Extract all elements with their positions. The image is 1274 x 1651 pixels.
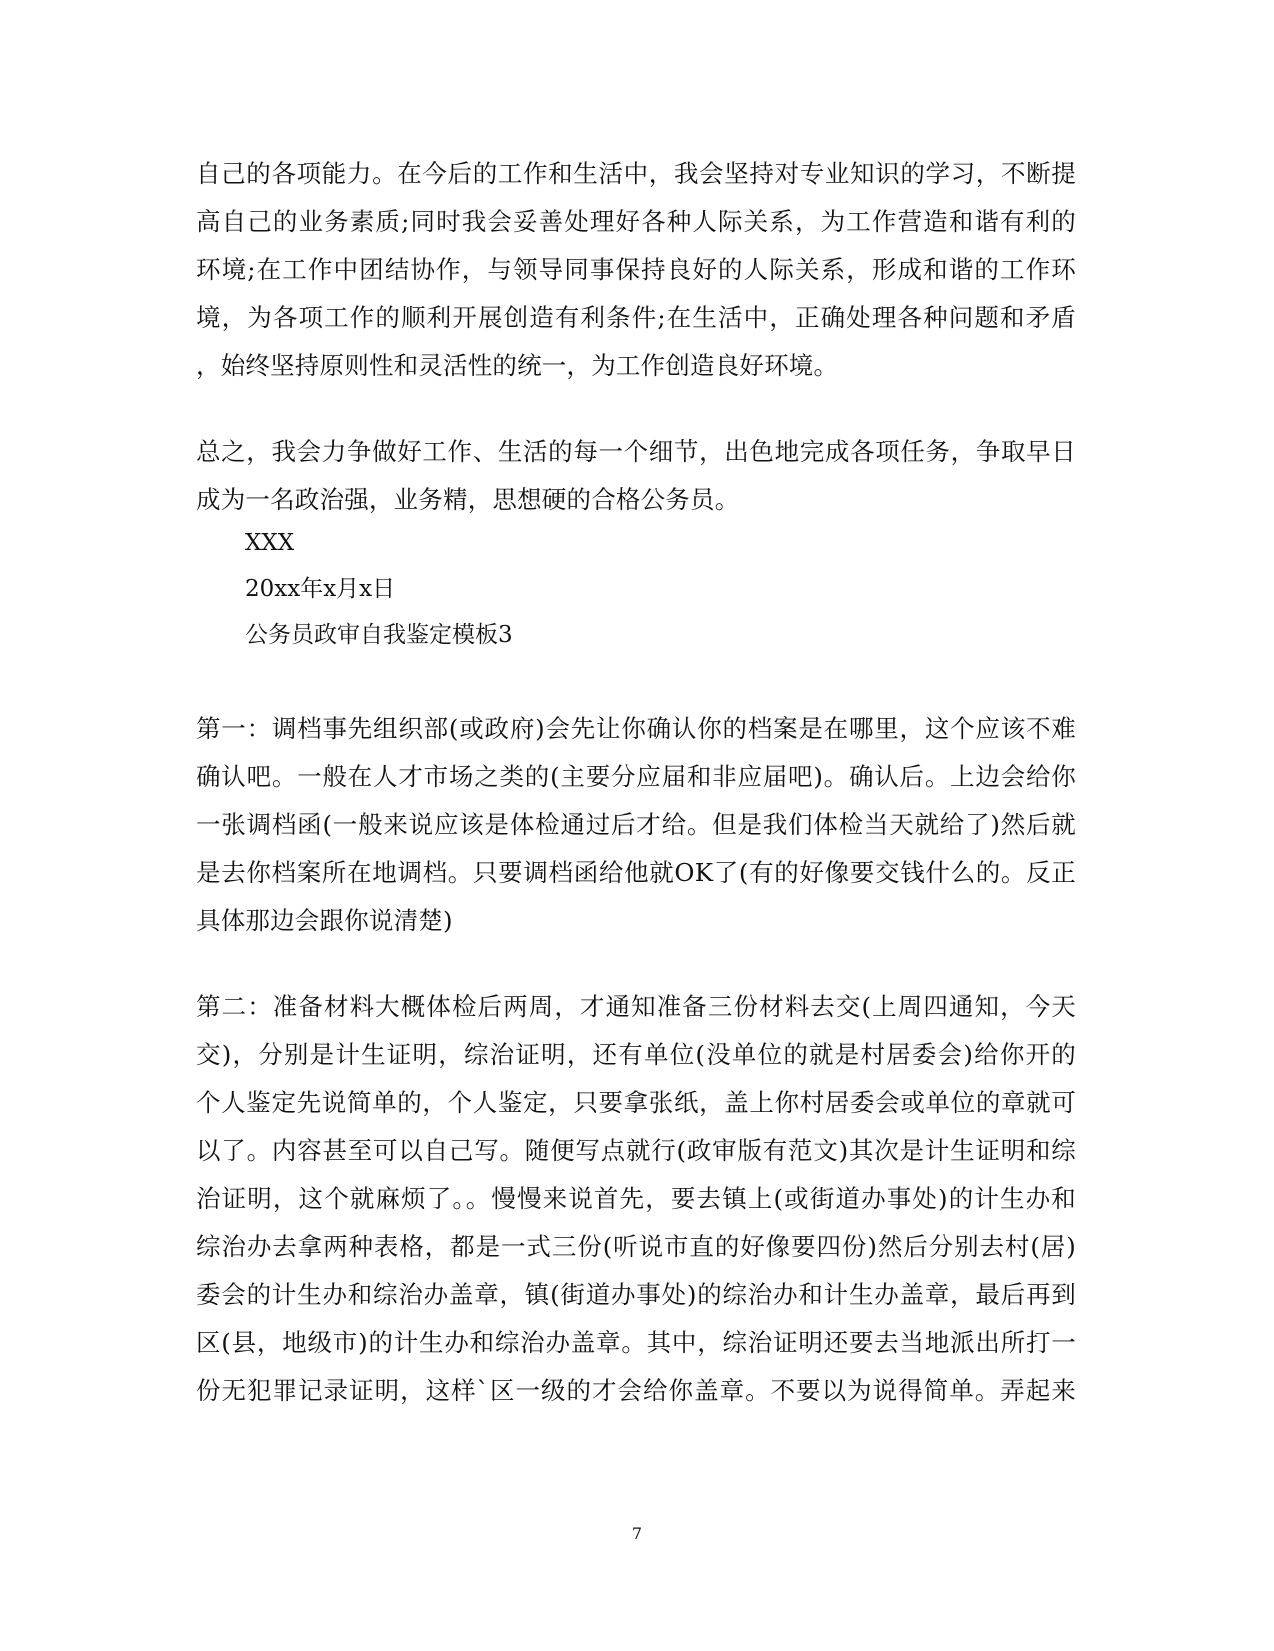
text-line: 是去你档案所在地调档。只要调档函给他就OK了(有的好像要交钱什么的。反正 — [196, 858, 1076, 887]
text-line: 综治办去拿两种表格，都是一式三份(听说市直的好像要四份)然后分别去村(居) — [196, 1232, 1076, 1261]
text-line: 环境;在工作中团结协作，与领导同事保持良好的人际关系，形成和谐的工作环 — [196, 255, 1076, 284]
paragraph-step-two — [196, 983, 1076, 1415]
text-line: 区(县，地级市)的计生办和综治办盖章。其中，综治证明还要去当地派出所打一 — [196, 1328, 1076, 1357]
text-line: 第一：调档事先组织部(或政府)会先让你确认你的档案是在哪里，这个应该不难 — [196, 714, 1076, 743]
paragraph-conclusion — [196, 428, 1076, 524]
text-line: 总之，我会力争做好工作、生活的每一个细节，出色地完成各项任务，争取早日 — [196, 437, 1076, 466]
text-line: 一张调档函(一般来说应该是体检通过后才给。但是我们体检当天就给了)然后就 — [196, 810, 1076, 839]
paragraph-abilities — [196, 150, 1076, 390]
signature-date: 20xx年x月x日 — [245, 576, 396, 602]
text-line: 具体那边会跟你说清楚) — [196, 906, 453, 935]
text-line: 确认吧。一般在人才市场之类的(主要分应届和非应届吧)。确认后。上边会给你 — [196, 762, 1076, 791]
paragraph-step-one — [196, 705, 1076, 945]
page-number: 7 — [631, 1524, 643, 1543]
section-title: 公务员政审自我鉴定模板3 — [245, 622, 513, 648]
text-line: 第二：准备材料大概体检后两周，才通知准备三份材料去交(上周四通知，今天 — [196, 992, 1076, 1021]
text-line: 高自己的业务素质;同时我会妥善处理好各种人际关系，为工作营造和谐有利的 — [196, 207, 1076, 236]
text-line: 以了。内容甚至可以自己写。随便写点就行(政审版有范文)其次是计生证明和综 — [196, 1136, 1076, 1165]
text-line: 份无犯罪记录证明，这样`区一级的才会给你盖章。不要以为说得简单。弄起来 — [196, 1376, 1076, 1405]
text-line: 交)，分别是计生证明，综治证明，还有单位(没单位的就是村居委会)给你开的 — [196, 1040, 1076, 1069]
text-line: 治证明，这个就麻烦了。。慢慢来说首先，要去镇上(或街道办事处)的计生办和 — [196, 1184, 1076, 1213]
text-line: 委会的计生办和综治办盖章，镇(街道办事处)的综治办和计生办盖章，最后再到 — [196, 1280, 1076, 1309]
text-line: 自己的各项能力。在今后的工作和生活中，我会坚持对专业知识的学习，不断提 — [196, 159, 1076, 188]
text-line: 境，为各项工作的顺利开展创造有利条件;在生活中，正确处理各种问题和矛盾 — [196, 303, 1076, 332]
text-line: ，始终坚持原则性和灵活性的统一，为工作创造良好环境。 — [196, 351, 839, 380]
text-line: 成为一名政治强，业务精，思想硬的合格公务员。 — [196, 485, 740, 514]
signature-name: XXX — [245, 530, 295, 556]
text-line: 个人鉴定先说简单的，个人鉴定，只要拿张纸，盖上你村居委会或单位的章就可 — [196, 1088, 1076, 1117]
